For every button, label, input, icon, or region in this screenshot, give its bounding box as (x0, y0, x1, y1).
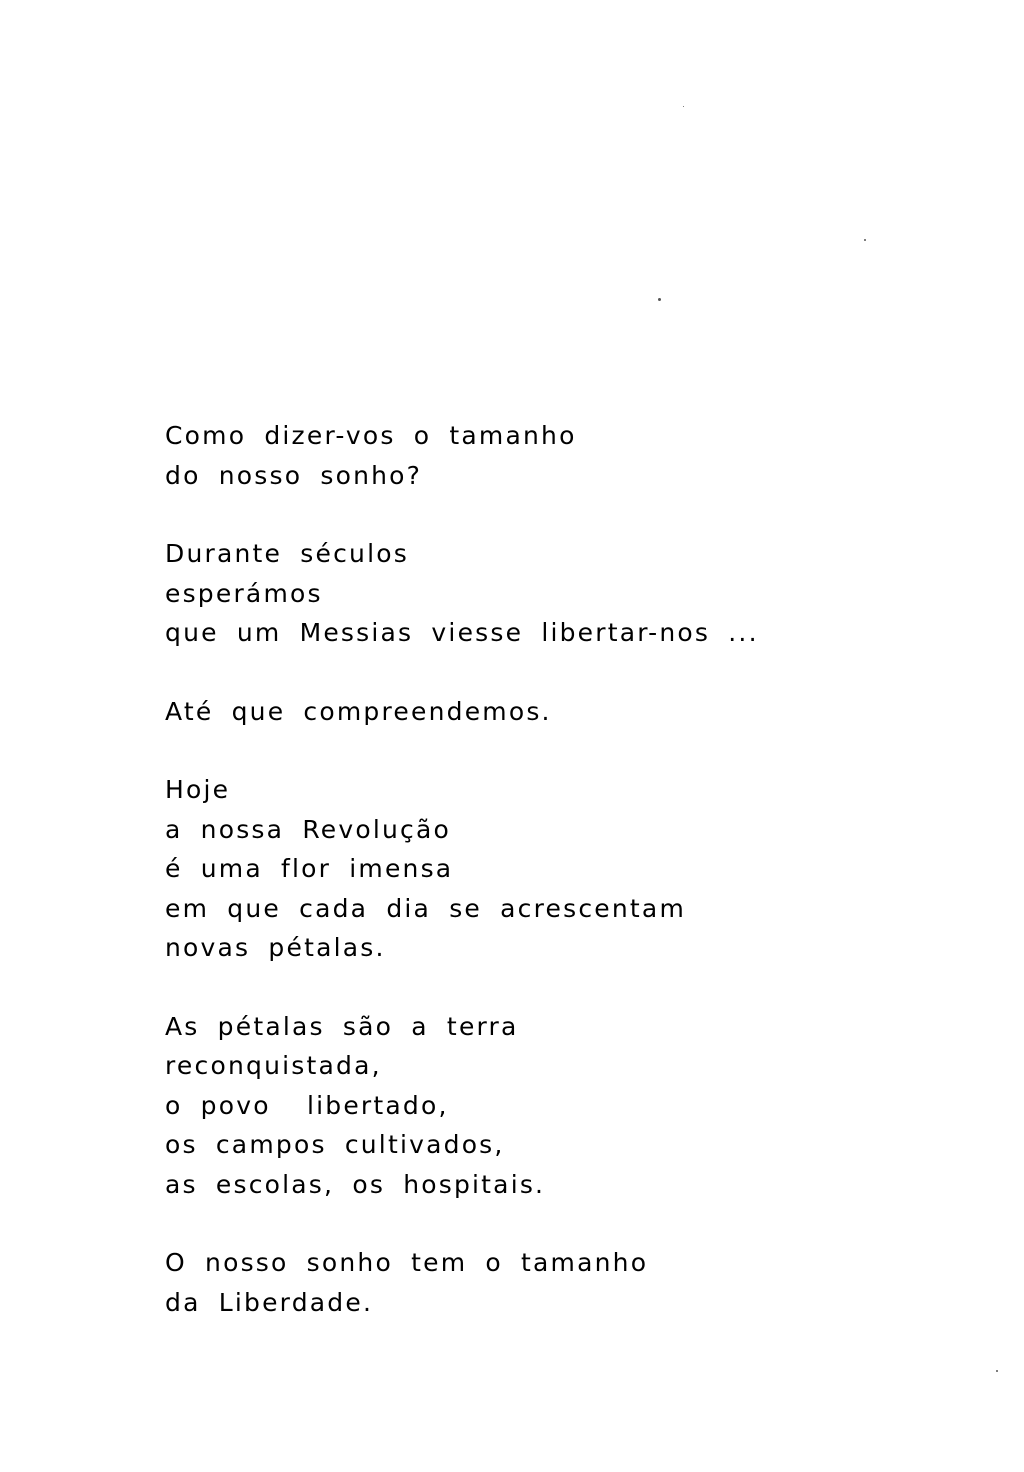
poem-line: Como dizer-vos o tamanho (165, 421, 577, 450)
poem-line: a nossa Revolução (165, 814, 451, 844)
scan-speck (658, 298, 661, 301)
poem-line: que um Messias viesse libertar-nos ... (165, 618, 759, 647)
poem-line: Hoje (165, 775, 231, 804)
poem (165, 416, 965, 1361)
poem-line: as escolas, os hospitais. (165, 1169, 546, 1199)
poem-line: Durante séculos (165, 539, 409, 568)
poem-line: O nosso sonho tem o tamanho (165, 1248, 649, 1277)
poem-line: As pétalas são a terra (165, 1011, 519, 1041)
stanza-4 (165, 770, 965, 968)
scan-speck (683, 106, 684, 107)
stanza-3 (165, 692, 965, 732)
stanza-2 (165, 534, 965, 653)
stanza-5 (165, 1007, 965, 1205)
poem-line: do nosso sonho? (165, 460, 423, 490)
poem-line: em que cada dia se acrescentam (165, 893, 687, 923)
poem-line: o povo libertado, (165, 1090, 449, 1120)
poem-line: novas pétalas. (165, 933, 386, 962)
poem-line: os campos cultivados, (165, 1130, 505, 1159)
poem-line: da Liberdade. (165, 1287, 374, 1317)
stanza-1 (165, 416, 965, 495)
scan-speck (864, 239, 866, 241)
poem-line: reconquistada, (165, 1051, 382, 1080)
stanza-6 (165, 1243, 965, 1322)
scan-speck (996, 1370, 998, 1372)
poem-line: esperámos (165, 578, 323, 608)
poem-line: é uma flor imensa (165, 854, 454, 883)
poem-line: Até que compreendemos. (165, 696, 552, 726)
